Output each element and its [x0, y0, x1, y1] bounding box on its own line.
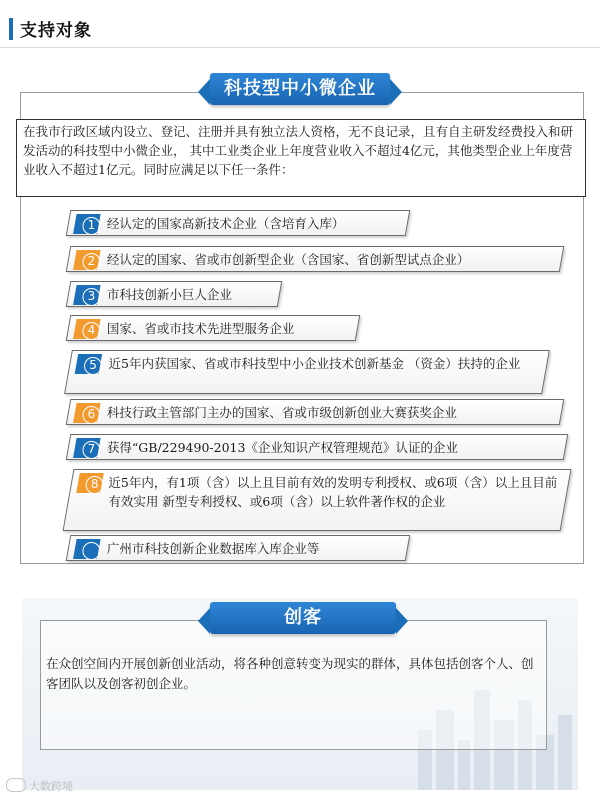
watermark-text: 大数跨境 — [29, 780, 73, 793]
section-header — [0, 0, 600, 52]
criteria-item — [66, 535, 411, 561]
makers-description: 在众创空间内开展创新创业活动，将各种创意转变为现实的群体，具体包括创客个人、创客团队以及创客初创企业。 — [46, 656, 534, 691]
header-accent-bar — [9, 18, 13, 40]
item-badge — [73, 214, 101, 234]
page-title: 支持对象 — [20, 21, 92, 41]
tech-smes-intro: 在我市行政区域内设立、登记、注册并具有独立法人资格，无不良记录，且有自主研发经费投入和研发活动的科技型中小微企业， 其中工业类企业上年度营业收入不超过4亿元，其他类型企业上年度营业收入不超过1亿元。同时应满足以下任一条件： — [16, 119, 586, 197]
item-text: 经认定的国家、省或市创新型企业（含国家、省创新型试点企业） — [106, 252, 470, 267]
watermark-logo-icon — [6, 778, 26, 792]
section-tab-makers: 创客 — [210, 602, 396, 634]
criteria-item — [66, 434, 569, 460]
item-badge — [76, 473, 104, 493]
number-circle-icon: 8 — [86, 476, 104, 494]
item-badge — [73, 438, 101, 458]
criteria-item — [66, 281, 283, 307]
item-text: 获得“GB/229490-2013《企业知识产权管理规范》认证的企业 — [106, 440, 458, 455]
number-circle-icon — [82, 542, 100, 560]
header-divider — [0, 47, 600, 48]
number-circle-icon: 7 — [82, 441, 100, 459]
number-circle-icon: 6 — [82, 406, 100, 424]
watermark — [6, 778, 73, 794]
item-badge — [73, 403, 101, 423]
criteria-item — [66, 399, 565, 425]
criteria-item — [63, 469, 572, 531]
item-text: 广州市科技创新企业数据库入库企业等 — [106, 541, 320, 556]
criteria-item — [66, 246, 565, 272]
item-text: 国家、省或市技术先进型服务企业 — [106, 321, 295, 336]
number-circle-icon: 3 — [82, 288, 100, 306]
criteria-item — [66, 210, 411, 236]
item-text: 经认定的国家高新技术企业（含培育入库） — [106, 216, 345, 231]
number-circle-icon: 5 — [84, 357, 102, 375]
criteria-item — [64, 350, 550, 394]
item-text: 近5年内获国家、省或市科技型中小企业技术创新基金 （资金）扶持的企业 — [108, 356, 521, 371]
item-badge — [73, 250, 101, 270]
item-badge — [73, 539, 101, 559]
item-text: 科技行政主管部门主办的国家、省或市级创新创业大赛获奖企业 — [106, 405, 457, 420]
number-circle-icon: 4 — [82, 322, 100, 340]
item-text: 市科技创新小巨人企业 — [106, 287, 232, 302]
item-badge — [73, 319, 101, 339]
number-circle-icon: 2 — [82, 253, 100, 271]
number-circle-icon: 1 — [82, 217, 100, 235]
item-text: 近5年内，有1项（含）以上且目前有效的发明专利授权、或6项（含）以上且目前有效实用 新型专利授权、或6项（含）以上软件著作权的企业 — [108, 475, 558, 509]
criteria-item — [66, 315, 361, 341]
section-tab-tech-smes: 科技型中小微企业 — [210, 73, 390, 105]
item-badge — [75, 354, 103, 374]
item-badge — [73, 285, 101, 305]
